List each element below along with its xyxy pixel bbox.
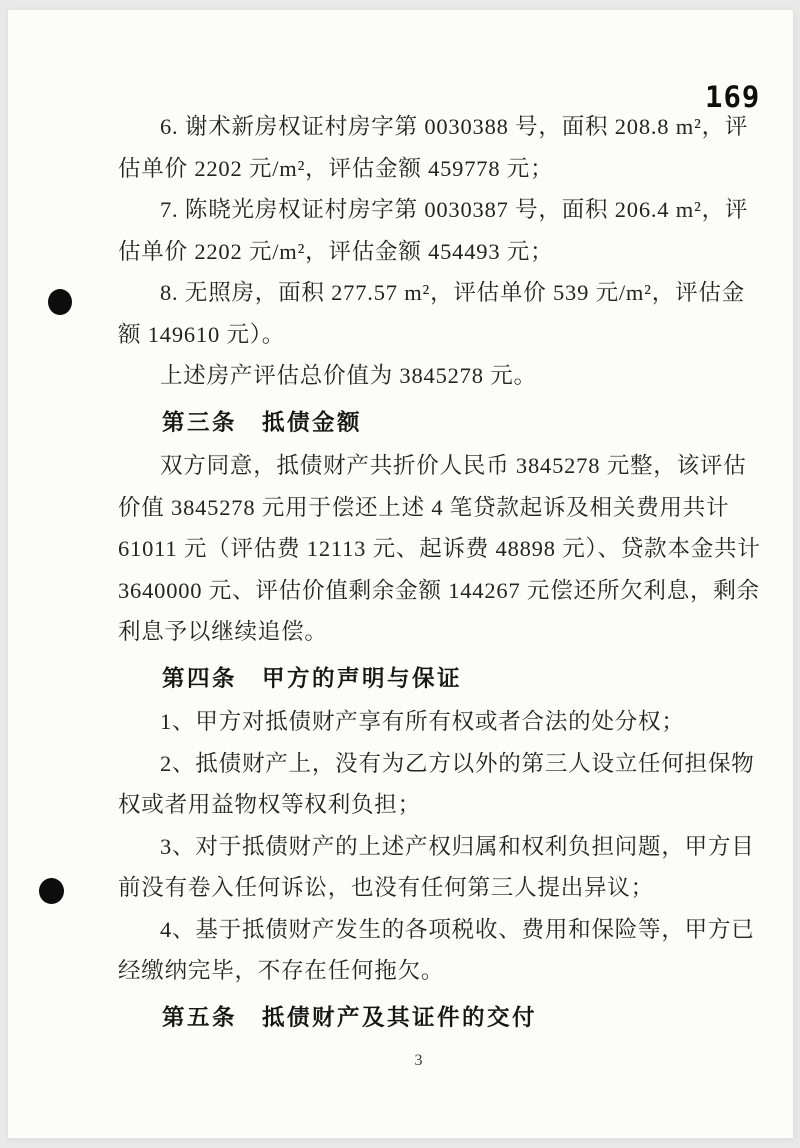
text-line: 6. 谢术新房权证村房字第 0030388 号，面积 208.8 m²，评 bbox=[160, 114, 749, 139]
hole-punch-mark-bottom bbox=[39, 878, 64, 904]
text-line: 估单价 2202 元/m²，评估金额 454493 元； bbox=[118, 238, 554, 264]
text-line: 7. 陈晓光房权证村房字第 0030387 号，面积 206.4 m²，评 bbox=[160, 197, 749, 222]
section-heading bbox=[118, 658, 720, 700]
page-stamp-number: 169 bbox=[705, 80, 761, 114]
text-line: 2、抵债财产上，没有为乙方以外的第三人设立任何担保物 bbox=[160, 750, 755, 776]
text-line: 前没有卷入任何诉讼，也没有任何第三人提出异议； bbox=[118, 875, 654, 900]
text-line: 价值 3845278 元用于偿还上述 4 笔贷款起诉及相关费用共计 bbox=[118, 494, 730, 520]
paragraph bbox=[118, 743, 755, 826]
text-line: 经缴纳完毕，不存在任何拖欠。 bbox=[118, 958, 445, 983]
document-body bbox=[118, 106, 761, 1040]
text-line: 额 149610 元）。 bbox=[118, 321, 286, 347]
section-heading bbox=[118, 402, 720, 444]
document-page bbox=[8, 10, 793, 1138]
text-line: 第三条 抵债金额 bbox=[162, 409, 363, 435]
text-line: 估单价 2202 元/m²，评估金额 459778 元； bbox=[118, 155, 554, 181]
text-line: 8. 无照房，面积 277.57 m²，评估单价 539 元/m²，评估金 bbox=[160, 280, 745, 305]
text-line: 利息予以继续追偿。 bbox=[118, 619, 328, 644]
paragraph bbox=[118, 826, 755, 909]
text-line: 权或者用益物权等权利负担； bbox=[118, 792, 421, 817]
text-line: 4、基于抵债财产发生的各项税收、费用和保险等，甲方已 bbox=[160, 916, 755, 942]
text-line: 61011 元（评估费 12113 元、起诉费 48898 元）、贷款本金共计 bbox=[118, 536, 761, 561]
text-line: 3、对于抵债财产的上述产权归属和权利负担问题，甲方目 bbox=[160, 833, 755, 859]
paragraph bbox=[118, 355, 720, 397]
paragraph bbox=[118, 909, 755, 992]
text-line: 1、甲方对抵债财产享有所有权或者合法的处分权； bbox=[160, 709, 685, 734]
hole-punch-mark-top bbox=[48, 289, 72, 315]
paragraph bbox=[118, 189, 749, 272]
paragraph bbox=[118, 701, 720, 743]
text-line: 第五条 抵债财产及其证件的交付 bbox=[162, 1004, 538, 1030]
paragraph bbox=[118, 272, 745, 355]
text-line: 第四条 甲方的声明与保证 bbox=[162, 665, 463, 691]
paragraph bbox=[118, 445, 761, 653]
paragraph bbox=[118, 106, 749, 189]
section-heading bbox=[118, 997, 720, 1039]
footer-page-number: 3 bbox=[414, 1052, 424, 1069]
text-line: 双方同意，抵债财产共折价人民币 3845278 元整，该评估 bbox=[160, 453, 747, 478]
text-line: 3640000 元、评估价值剩余金额 144267 元偿还所欠利息，剩余 bbox=[118, 577, 760, 603]
text-line: 上述房产评估总价值为 3845278 元。 bbox=[160, 363, 537, 388]
